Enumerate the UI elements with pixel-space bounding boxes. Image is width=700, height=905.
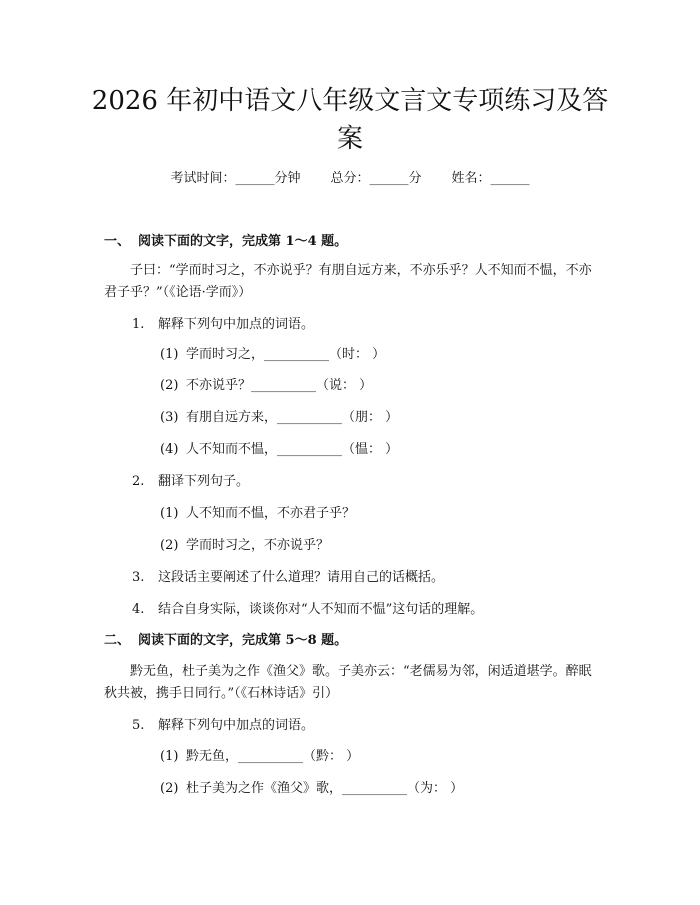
exam-info [0,170,700,188]
section-number: 二、 [104,633,131,648]
passage-text: 黔无鱼，杜子美为之作《渔父》歌。子美亦云：“老儒易为邻，闲适道堪学。醉眠秋共被，携手日同行。”（《石林诗话》引） [104,664,592,701]
sub-item [160,409,398,427]
question-text: 结合自身实际，谈谈你对“人不知而不愠”这句话的理解。 [158,602,484,617]
question-text: 这段话主要阐述了什么道理？请用自己的话概括。 [158,570,445,585]
sub-item-number: (3) [160,410,179,425]
question-number: 2. [132,474,145,489]
passage-1 [104,260,604,304]
exam-time: 考试时间：______分钟 [170,171,301,186]
question-text: 解释下列句中加点的词语。 [158,718,315,733]
sub-item-number: (1) [160,506,179,521]
sub-item-text: 不亦说乎？__________（说： ） [186,378,373,393]
passage-text: 子曰：“学而时习之，不亦说乎？有朋自远方来，不亦乐乎？人不知而不愠，不亦君子乎？”（《论语·学而》） [104,263,592,300]
total-score: 总分：______分 [330,171,422,186]
sub-item-number: (4) [160,442,179,457]
section-heading-text: 阅读下面的文字，完成第 5～8 题。 [138,633,348,648]
question-number: 5. [132,718,145,733]
sub-item [160,346,385,364]
student-name: 姓名：______ [451,171,530,186]
question-text: 解释下列句中加点的词语。 [158,317,315,332]
question-2 [132,473,249,491]
sub-item-text: 学而时习之，不亦说乎？ [186,538,330,553]
section-number: 一、 [104,234,131,249]
question-number: 3. [132,570,145,585]
sub-item-number: (2) [160,538,179,553]
question-number: 4. [132,602,145,617]
sub-item [160,441,398,459]
sub-item-number: (2) [160,781,179,796]
question-4 [132,601,483,619]
sub-item [160,748,359,766]
passage-2 [104,661,604,705]
sub-item-number: (1) [160,347,179,362]
section-heading-2 [104,632,347,650]
sub-item [160,537,329,555]
section-heading-text: 阅读下面的文字，完成第 1～4 题。 [138,234,348,249]
section-heading-1 [104,233,347,251]
question-5 [132,717,314,735]
question-number: 1. [132,317,145,332]
sub-item-number: (1) [160,749,179,764]
sub-item-text: 杜子美为之作《渔父》歌，__________（为： ） [186,781,464,796]
question-text: 翻译下列句子。 [158,474,250,489]
sub-item-text: 人不知而不愠，不亦君子乎？ [186,506,356,521]
sub-item [160,780,463,798]
sub-item [160,377,372,395]
sub-item-text: 黔无鱼，__________（黔： ） [186,749,360,764]
sub-item-text: 人不知而不愠，__________（愠： ） [186,442,399,457]
question-1 [132,316,314,334]
sub-item [160,505,355,523]
page-title: 2026 年初中语文八年级文言文专项练习及答案 [91,86,609,154]
sub-item-text: 有朋自远方来，__________（朋： ） [186,410,399,425]
sub-item-text: 学而时习之，__________（时： ） [186,347,386,362]
sub-item-number: (2) [160,378,179,393]
question-3 [132,569,444,587]
